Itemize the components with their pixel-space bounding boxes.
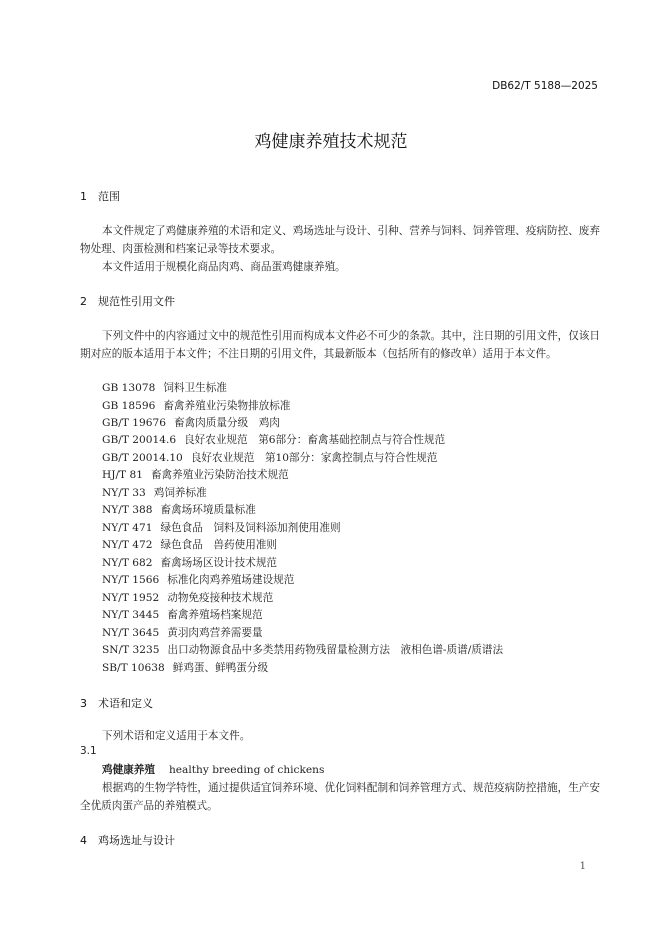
section-number: 1: [80, 190, 87, 203]
reference-id: NY/T 3445: [102, 609, 160, 621]
reference-id: SN/T 3235: [102, 644, 160, 656]
reference-id: NY/T 3645: [102, 627, 160, 639]
reference-name: 畜禽肉质量分级 鸡肉: [173, 417, 280, 429]
reference-id: NY/T 1566: [102, 574, 160, 586]
reference-name: 鲜鸡蛋、鲜鸭蛋分级: [172, 662, 269, 674]
reference-id: NY/T 1952: [102, 592, 160, 604]
reference-item: [102, 572, 294, 587]
reference-item: [102, 660, 268, 675]
reference-item: [102, 450, 437, 465]
reference-id: GB 18596: [102, 400, 156, 412]
term-entry: [102, 762, 324, 777]
reference-name: 畜禽养殖业污染物排放标准: [163, 400, 291, 412]
term-english: healthy breeding of chickens: [168, 764, 325, 776]
reference-name: 绿色食品 兽药使用准则: [160, 539, 278, 551]
reference-id: GB/T 20014.10: [102, 452, 183, 464]
reference-item: [102, 625, 263, 640]
reference-id: NY/T 33: [102, 487, 146, 499]
reference-name: 良好农业规范 第10部分：家禽控制点与符合性规范: [190, 452, 438, 464]
reference-id: SB/T 10638: [102, 662, 165, 674]
section-1-heading: [80, 188, 120, 204]
section-title: 术语和定义: [98, 697, 153, 710]
reference-item: [102, 502, 256, 517]
reference-id: NY/T 388: [102, 504, 153, 516]
term-chinese: 鸡健康养殖: [102, 764, 155, 776]
section-2-heading: [80, 293, 175, 309]
section-number: 2: [80, 295, 87, 308]
reference-name: 畜禽场环境质量标准: [160, 504, 256, 516]
reference-item: [102, 415, 280, 430]
section-2-paragraph-1: 下列文件中的内容通过文中的规范性引用而构成本文件必不可少的条款。其中，注日期的引用文件，仅该日期对应的版本适用于本文件；不注日期的引用文件，其最新版本（包括所有的修改单）适用于本文件。: [80, 330, 600, 360]
page-number: 1: [579, 861, 586, 872]
document-title: 鸡健康养殖技术规范: [254, 132, 408, 152]
reference-name: 良好农业规范 第6部分：畜禽基础控制点与符合性规范: [184, 434, 446, 446]
reference-item: [102, 380, 227, 395]
reference-name: 畜禽养殖业污染防治技术规范: [150, 469, 289, 481]
section-number: 3: [80, 697, 87, 710]
section-4-heading: [80, 832, 175, 848]
section-title: 范围: [98, 190, 120, 203]
reference-item: [102, 520, 341, 535]
reference-name: 绿色食品 饲料及饲料添加剂使用准则: [160, 522, 341, 534]
section-title: 规范性引用文件: [98, 295, 175, 308]
reference-name: 标准化肉鸡养殖场建设规范: [167, 574, 295, 586]
reference-name: 畜禽场场区设计技术规范: [160, 557, 278, 569]
section-3-paragraph-1: 下列术语和定义适用于本文件。: [102, 730, 251, 742]
reference-name: 出口动物源食品中多类禁用药物残留量检测方法 液相色谱-质谱/质谱法: [167, 644, 504, 656]
reference-id: NY/T 682: [102, 557, 153, 569]
reference-item: [102, 432, 445, 447]
section-3-heading: [80, 695, 153, 711]
reference-id: GB/T 19676: [102, 417, 166, 429]
reference-id: GB 13078: [102, 382, 156, 394]
reference-item: [102, 467, 289, 482]
standard-code: DB62/T 5188—2025: [492, 80, 598, 92]
reference-name: 动物免疫接种技术规范: [167, 592, 274, 604]
reference-item: [102, 590, 273, 605]
reference-item: [102, 398, 290, 413]
term-number: 3.1: [80, 745, 97, 757]
reference-item: [102, 555, 277, 570]
reference-id: NY/T 472: [102, 539, 153, 551]
reference-item: [102, 607, 263, 622]
reference-name: 畜禽养殖场档案规范: [167, 609, 263, 621]
reference-item: [102, 537, 277, 552]
section-number: 4: [80, 834, 87, 847]
reference-id: HJ/T 81: [102, 469, 143, 481]
reference-item: [102, 485, 207, 500]
term-definition: 根据鸡的生物学特性，通过提供适宜饲养环境、优化饲料配制和饲养管理方式、规范疫病防控措施，生产安全优质肉蛋产品的养殖模式。: [80, 782, 600, 812]
reference-item: [102, 642, 503, 657]
section-1-paragraph-2: 本文件适用于规模化商品肉鸡、商品蛋鸡健康养殖。: [102, 261, 346, 273]
reference-name: 鸡饲养标准: [153, 487, 207, 499]
section-1-paragraph-1: 本文件规定了鸡健康养殖的术语和定义、鸡场选址与设计、引种、营养与饲料、饲养管理、疫病防控、废弃物处理、肉蛋检测和档案记录等技术要求。: [80, 225, 600, 255]
reference-id: NY/T 471: [102, 522, 153, 534]
reference-id: GB/T 20014.6: [102, 434, 177, 446]
section-title: 鸡场选址与设计: [98, 834, 175, 847]
reference-name: 饲料卫生标准: [163, 382, 227, 394]
reference-name: 黄羽肉鸡营养需要量: [167, 627, 263, 639]
